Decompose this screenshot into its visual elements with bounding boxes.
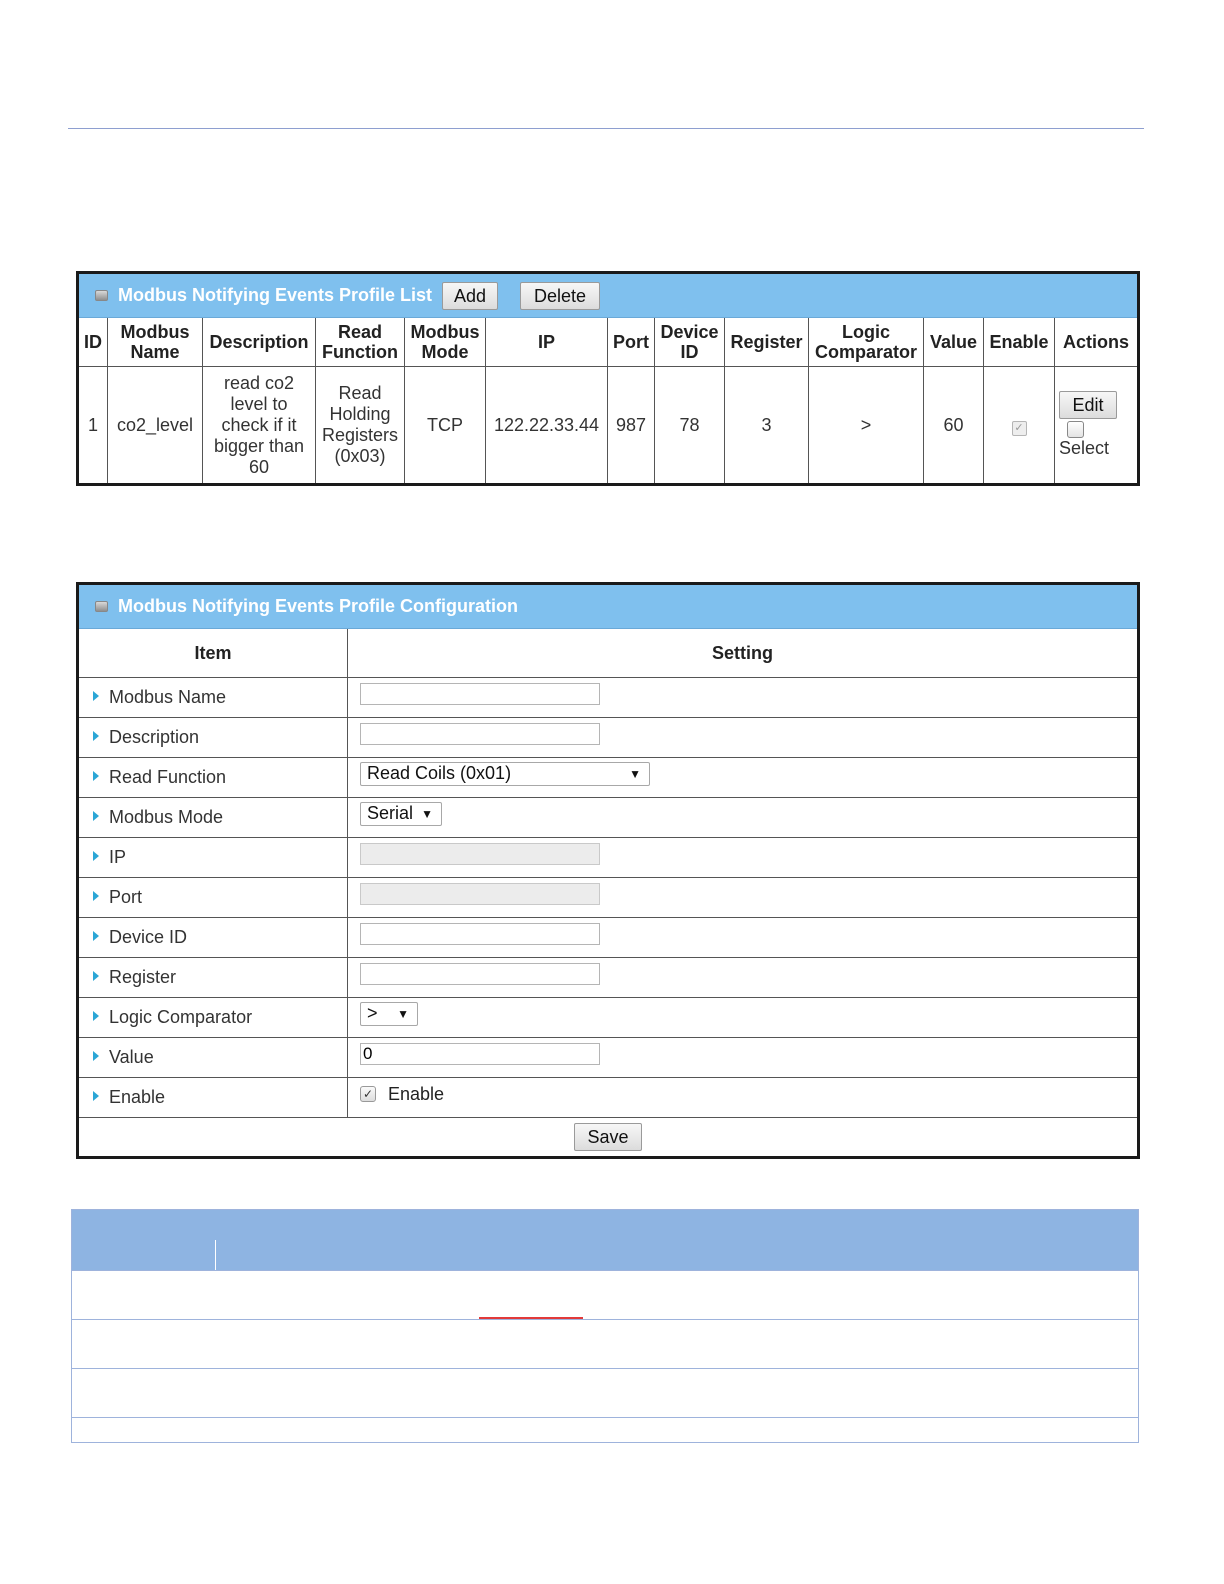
col-logic-comparator: Logic Comparator [809,318,924,367]
arrow-right-icon [93,851,99,861]
enable-checkbox[interactable]: ✓ [360,1086,376,1102]
profile-config-title: Modbus Notifying Events Profile Configuration [118,596,518,616]
label-modbus-name: Modbus Name [79,678,348,718]
col-ip: IP [486,318,608,367]
col-device-id: Device ID [655,318,725,367]
profile-list-table [79,318,1137,483]
row-device-id: 78 [655,367,725,484]
port-input[interactable] [360,883,600,905]
col-setting: Setting [348,629,1138,678]
register-input[interactable] [360,963,600,985]
profile-config-header [79,585,1137,629]
col-description: Description [203,318,316,367]
logic-comparator-select[interactable] [360,1002,418,1026]
row-read-function: Read Holding Registers (0x03) [316,367,405,484]
table-row [72,1368,1138,1417]
row-description: read co2 level to check if it bigger than 60 [203,367,316,484]
col-port: Port [608,318,655,367]
config-header-row [79,629,1137,678]
arrow-right-icon [93,1091,99,1101]
label-register: Register [79,958,348,998]
profile-list-title: Modbus Notifying Events Profile List [118,285,433,305]
dropdown-arrow-icon: ▼ [629,766,641,781]
read-function-select[interactable] [360,762,650,786]
label-logic-comparator: Logic Comparator [79,998,348,1038]
modbus-mode-value: Serial [367,803,414,823]
panel-bullet-icon [95,290,108,301]
config-row-description [79,718,1137,758]
config-row-modbus-mode [79,798,1137,838]
top-divider-line [68,128,1144,129]
row-enable-checkbox: ✓ [1012,421,1027,436]
label-device-id: Device ID [79,918,348,958]
label-description: Description [79,718,348,758]
profile-list-header [79,274,1137,318]
arrow-right-icon [93,771,99,781]
config-row-read-function [79,758,1137,798]
dropdown-arrow-icon: ▼ [421,806,433,821]
row-modbus-name: co2_level [108,367,203,484]
panel-bullet-icon [95,601,108,612]
row-register: 3 [725,367,809,484]
edit-button[interactable]: Edit [1059,391,1117,419]
arrow-right-icon [93,731,99,741]
profile-config-table [79,629,1137,1156]
arrow-right-icon [93,1011,99,1021]
arrow-right-icon [93,931,99,941]
device-id-input[interactable] [360,923,600,945]
table-row [72,1319,1138,1368]
table-row [72,1270,1138,1319]
row-actions [1055,367,1138,484]
profile-config-panel [76,582,1140,1159]
row-logic-comparator: > [809,367,924,484]
logic-comparator-value: > [367,1003,378,1023]
col-actions: Actions [1055,318,1138,367]
config-row-register [79,958,1137,998]
row-enable [984,367,1055,484]
col-item: Item [79,629,348,678]
col-enable: Enable [984,318,1055,367]
description-input[interactable] [360,723,600,745]
save-button[interactable]: Save [574,1123,642,1151]
row-modbus-mode: TCP [405,367,486,484]
row-ip: 122.22.33.44 [486,367,608,484]
header-column-divider [215,1240,216,1270]
label-value: Value [79,1038,348,1078]
col-register: Register [725,318,809,367]
delete-button[interactable]: Delete [520,282,600,310]
config-row-port [79,878,1137,918]
config-row-modbus-name [79,678,1137,718]
col-value: Value [924,318,984,367]
modbus-mode-select[interactable] [360,802,442,826]
dropdown-arrow-icon: ▼ [397,1006,409,1021]
table-row [72,1417,1138,1442]
col-modbus-name: Modbus Name [108,318,203,367]
label-port: Port [79,878,348,918]
description-table-header [72,1210,1138,1270]
label-modbus-mode: Modbus Mode [79,798,348,838]
enable-checkbox-label: Enable [388,1083,445,1104]
modbus-name-input[interactable] [360,683,600,705]
label-ip: IP [79,838,348,878]
table-row [79,367,1137,484]
config-row-ip [79,838,1137,878]
config-row-device-id [79,918,1137,958]
row-port: 987 [608,367,655,484]
arrow-right-icon [93,811,99,821]
arrow-right-icon [93,971,99,981]
enable-control [360,1084,444,1105]
value-input[interactable] [360,1043,600,1065]
arrow-right-icon [93,1051,99,1061]
config-row-enable [79,1078,1137,1118]
label-read-function: Read Function [79,758,348,798]
select-checkbox[interactable] [1067,421,1084,438]
profile-list-panel [76,271,1140,486]
ip-input[interactable] [360,843,600,865]
label-enable: Enable [79,1078,348,1118]
col-modbus-mode: Modbus Mode [405,318,486,367]
row-value: 60 [924,367,984,484]
description-table [71,1209,1139,1443]
row-id: 1 [79,367,108,484]
arrow-right-icon [93,891,99,901]
arrow-right-icon [93,691,99,701]
config-save-row [79,1118,1137,1157]
col-id: ID [79,318,108,367]
table-header-row [79,318,1137,367]
col-read-function: Read Function [316,318,405,367]
add-button[interactable]: Add [442,282,498,310]
select-label: Select [1059,438,1110,458]
read-function-value: Read Coils (0x01) [367,763,512,783]
config-row-value [79,1038,1137,1078]
config-row-logic-comparator [79,998,1137,1038]
